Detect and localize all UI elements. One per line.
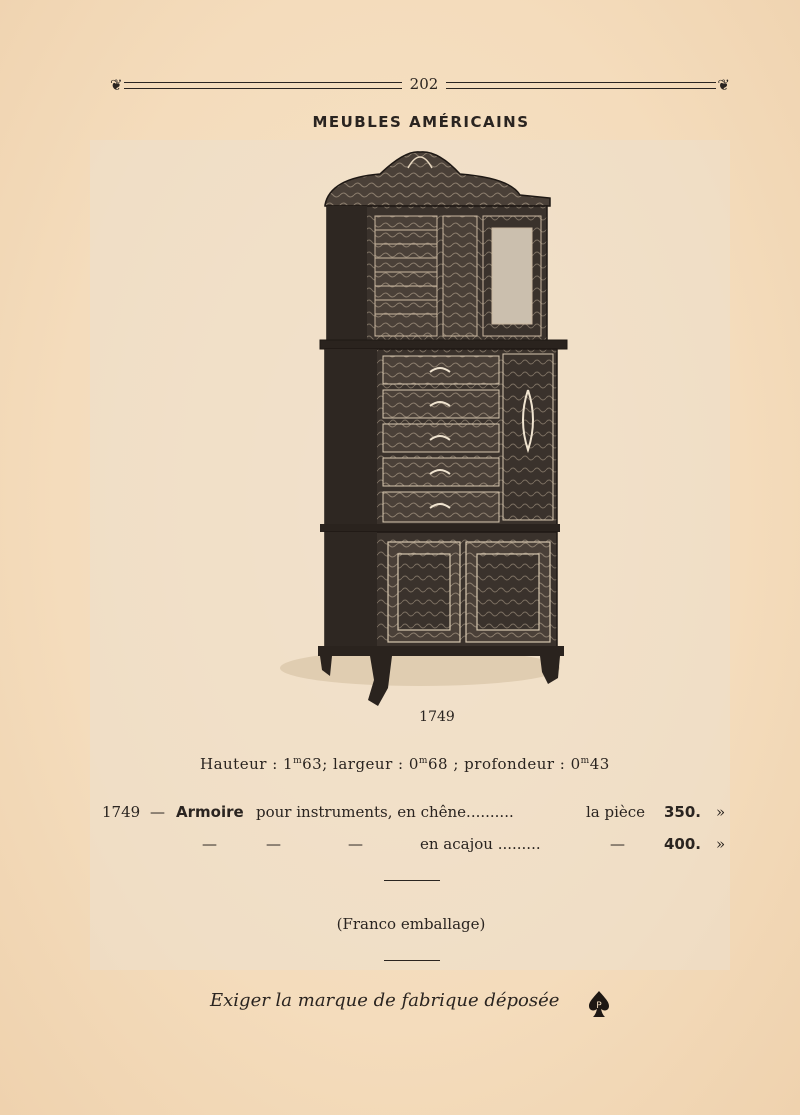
height-value: 1 [283,755,294,773]
ditto-mark: — [348,835,363,853]
item-description: en acajou ......... [420,835,541,853]
width-label: ; largeur : [322,755,404,773]
width-decimals: 68 [427,755,449,773]
dimensions-line [200,755,610,773]
item-price: 400. [664,835,702,853]
item-dash: — [150,803,165,821]
header-rule-right [446,82,716,89]
header-rule-left [124,82,402,89]
item-price-suffix: » [716,803,726,821]
page-number: 202 [409,75,439,93]
shipping-note: (Franco emballage) [336,915,486,933]
divider [384,880,440,881]
item-name: Armoire [176,803,244,821]
cabinet-illustration [270,140,580,710]
depth-value: 0 [570,755,581,773]
item-price-suffix: » [716,835,726,853]
svg-text:P: P [596,1001,602,1011]
item-unit: — [610,835,625,853]
right-fleuron-icon: ❦ [717,76,730,94]
height-label: Hauteur : [200,755,278,773]
left-fleuron-icon: ❦ [110,76,123,94]
depth-label: ; profondeur : [453,755,566,773]
depth-decimals: 43 [589,755,610,773]
figure-number: 1749 [419,709,455,725]
width-value: 0 [408,755,419,773]
depth-unit: m [580,756,590,766]
width-unit: m [418,756,428,766]
spade-trademark-icon [588,990,610,1018]
item-description: pour instruments, en chêne.......... [256,803,514,821]
item-price: 350. [664,803,702,821]
item-ref: 1749 [102,803,141,821]
height-decimals: 63 [302,755,323,773]
section-title: MEUBLES AMÉRICAINS [312,113,530,131]
ditto-mark: — [202,835,217,853]
divider [384,960,440,961]
height-unit: m [293,756,303,766]
page-header [110,74,730,96]
ditto-mark: — [266,835,281,853]
item-unit: la pièce [586,803,646,821]
trademark-slogan: Exiger la marque de fabrique déposée [210,990,560,1011]
